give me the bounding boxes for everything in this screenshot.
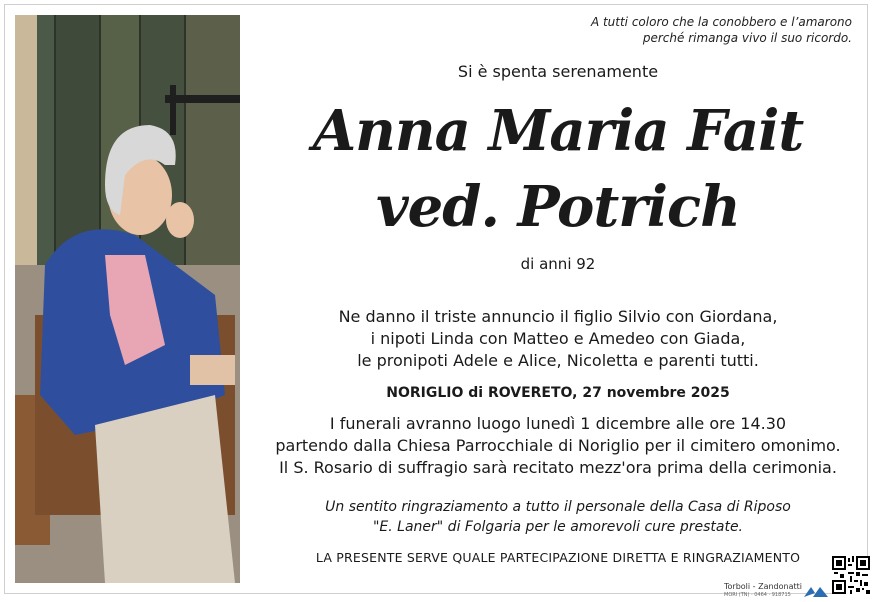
qr-code-icon[interactable] xyxy=(832,556,870,594)
thanks-line-2: "E. Laner" di Folgaria per le amorevoli cure prestate. xyxy=(372,519,744,535)
brand-subtitle: MORI (TN) · 0464 · 918715 xyxy=(724,592,791,598)
announcement xyxy=(258,306,858,372)
dateline: NORIGLIO di ROVERETO, 27 novembre 2025 xyxy=(386,385,730,401)
dedication-line-1: A tutti coloro che la conobbero e l’amarono xyxy=(590,15,852,29)
brand-logo-icon xyxy=(803,583,829,596)
announcement-line-1: Ne danno il triste annuncio il figlio Silvio con Giordana, xyxy=(338,307,778,326)
funeral-line-3: Il S. Rosario di suffragio sarà recitato mezz'ora prima della cerimonia. xyxy=(279,458,837,477)
brand-name: Torboli - Zandonatti xyxy=(724,582,802,591)
funeral-line-1: I funerali avranno luogo lunedì 1 dicembre alle ore 14.30 xyxy=(329,414,787,433)
dedication xyxy=(591,14,852,46)
funeral-home-brand xyxy=(724,582,802,600)
funeral-line-2: partendo dalla Chiesa Parrocchiale di Noriglio per il cimitero omonimo. xyxy=(275,436,841,455)
age-text: di anni 92 xyxy=(520,255,596,273)
thanks-line-1: Un sentito ringraziamento a tutto il personale della Casa di Riposo xyxy=(325,499,791,515)
dedication-line-2: perché rimanga vivo il suo ricordo. xyxy=(642,31,852,45)
deceased-name: Anna Maria Fait xyxy=(312,98,804,164)
participation-notice: LA PRESENTE SERVE QUALE PARTECIPAZIONE DIRETTA E RINGRAZIAMENTO xyxy=(315,550,801,565)
thanks-note xyxy=(258,497,858,537)
announcement-line-2: i nipoti Linda con Matteo e Amedeo con Giada, xyxy=(370,329,746,348)
intro-text: Si è spenta serenamente xyxy=(457,62,659,81)
deceased-married-name: ved. Potrich xyxy=(376,174,740,240)
portrait-photo xyxy=(15,15,240,583)
announcement-line-3: le pronipoti Adele e Alice, Nicoletta e parenti tutti. xyxy=(357,351,759,370)
funeral-details xyxy=(258,413,858,479)
